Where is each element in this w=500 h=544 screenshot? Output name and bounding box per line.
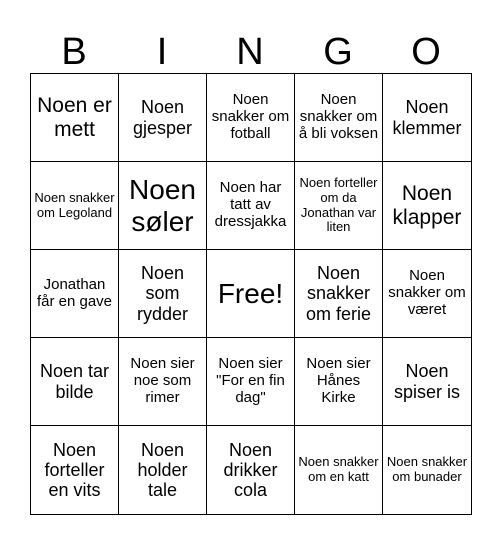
header-letter-o: O: [411, 31, 441, 73]
bingo-cell-r2-c4[interactable]: Noen forteller om da Jonathan var liten: [295, 162, 383, 250]
bingo-cell-r4-c4[interactable]: Noen sier Hånes Kirke: [295, 338, 383, 426]
bingo-cell-r1-c5[interactable]: Noen klemmer: [383, 74, 471, 162]
bingo-cell-r2-c1[interactable]: Noen snakker om Legoland: [31, 162, 119, 250]
header-letter-g: G: [323, 31, 353, 73]
bingo-cell-r5-c5[interactable]: Noen snakker om bunader: [386, 454, 468, 484]
bingo-cell-r5-c2[interactable]: Noen holder tale: [119, 426, 207, 514]
bingo-cell-r1-c4[interactable]: Noen snakker om å bli voksen: [295, 74, 383, 162]
bingo-cell-r1-c1[interactable]: Noen er mett: [31, 74, 119, 162]
bingo-cell-r4-c2[interactable]: Noen sier noe som rimer: [119, 338, 207, 426]
bingo-grid: [30, 73, 472, 515]
bingo-cell-r2-c3[interactable]: Noen har tatt av dressjakka: [207, 162, 295, 250]
header-letter-i: I: [156, 31, 168, 73]
bingo-cell-r4-c1[interactable]: Noen tar bilde: [31, 338, 119, 426]
bingo-cell-r5-c3[interactable]: Noen drikker cola: [207, 426, 295, 514]
bingo-cell-free[interactable]: Free!: [207, 250, 295, 338]
header-letter-n: N: [236, 31, 264, 73]
bingo-cell-r1-c2[interactable]: Noen gjesper: [119, 74, 207, 162]
bingo-cell-r3-c1[interactable]: Jonathan får en gave: [31, 250, 119, 338]
bingo-cell-r2-c5[interactable]: Noen klapper: [383, 162, 471, 250]
bingo-cell-r4-c3[interactable]: Noen sier "For en fin dag": [207, 338, 295, 426]
bingo-cell-r3-c4[interactable]: Noen snakker om ferie: [295, 250, 383, 338]
bingo-cell-r1-c3[interactable]: Noen snakker om fotball: [207, 74, 295, 162]
bingo-cell-r2-c2[interactable]: Noen søler: [119, 162, 207, 250]
bingo-cell-r3-c5[interactable]: Noen snakker om været: [383, 250, 471, 338]
bingo-cell-r5-c4[interactable]: Noen snakker om en katt: [295, 426, 383, 514]
bingo-cell-r5-c1[interactable]: Noen forteller en vits: [31, 426, 119, 514]
bingo-cell-r4-c5[interactable]: Noen spiser is: [383, 338, 471, 426]
header-letter-b: B: [61, 31, 87, 73]
bingo-cell-r3-c2[interactable]: Noen som rydder: [119, 250, 207, 338]
bingo-header: [30, 28, 470, 76]
